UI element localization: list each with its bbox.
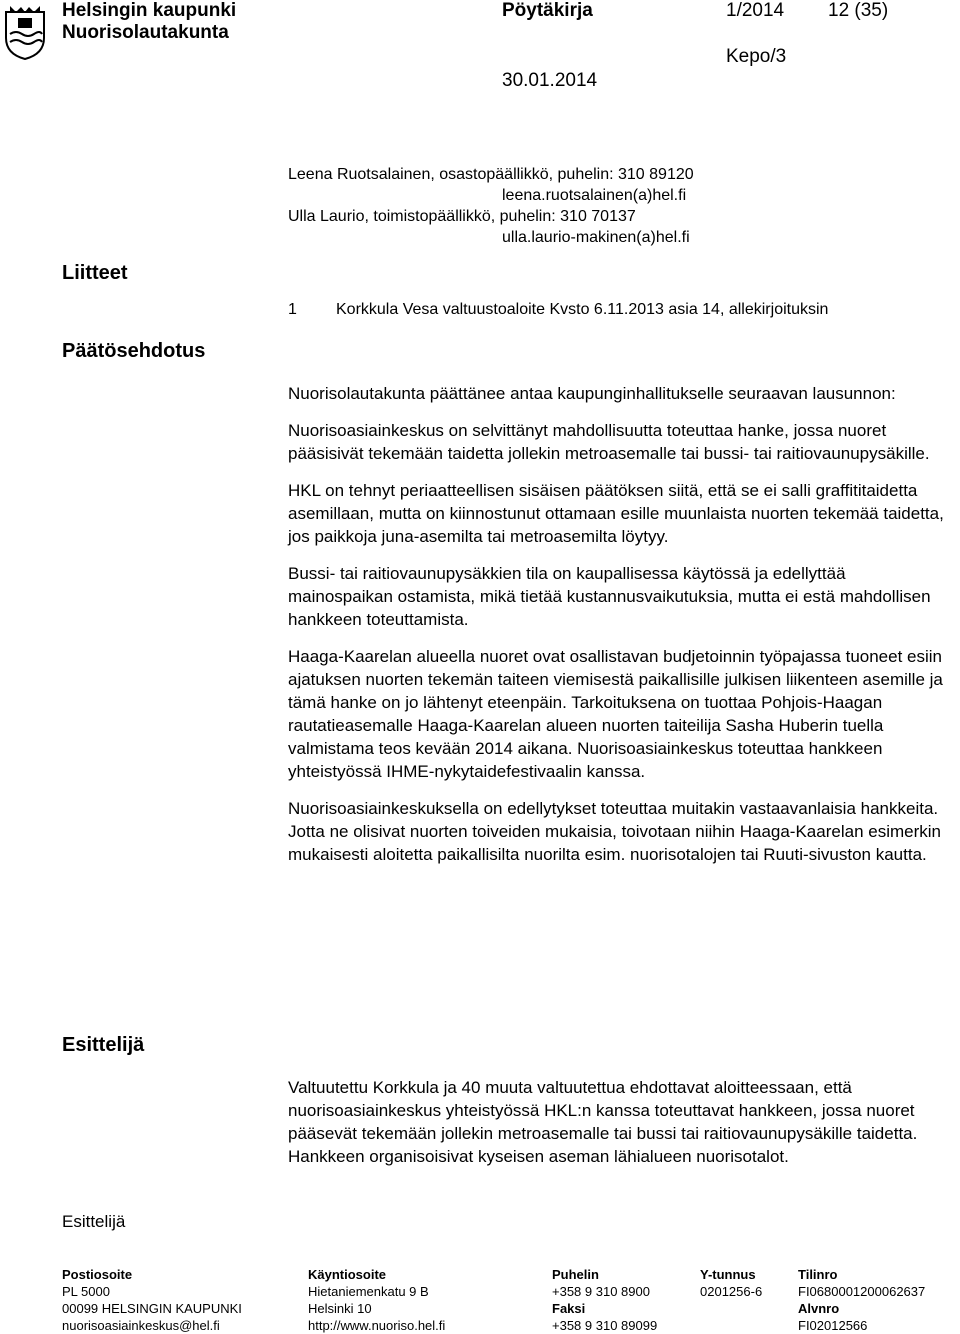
presenter-label: Esittelijä xyxy=(62,1212,126,1231)
org-name: Helsingin kaupunki xyxy=(62,0,237,21)
unit-name: Nuorisolautakunta xyxy=(62,22,229,43)
footer-value: FI0680001200062637 xyxy=(798,1284,926,1299)
presenter-paragraph: Valtuutettu Korkkula ja 40 muuta valtuutettua ehdottavat aloitteessaan, että nuorisoasiainkeskus yhteistyössä HKL:n kanssa toteuttavat hankkeen, jossa nuoret pääsevät tekemään jollekin metroasemalle tai bussi tai raitiovaunupysäkille taidetta. Hankkeen organisoisivat kyseisen aseman lähialueen nuorisotalot. xyxy=(288,1078,918,1166)
footer-label: Postiosoite xyxy=(62,1267,133,1282)
doc-type: Pöytäkirja xyxy=(502,0,593,21)
footer-value: FI02012566 xyxy=(798,1318,868,1333)
proposal-heading: Päätösehdotus xyxy=(62,340,206,362)
footer-label: Y-tunnus xyxy=(700,1267,756,1282)
footer-business-id xyxy=(700,1266,762,1300)
footer-label: Puhelin xyxy=(552,1267,599,1282)
footer-value: Hietaniemenkatu 9 B xyxy=(308,1284,429,1299)
proposal-body xyxy=(288,382,948,880)
footer-value: +358 9 310 8900 xyxy=(552,1284,650,1299)
footer-label: Käyntiosoite xyxy=(308,1267,387,1282)
footer-value: 00099 HELSINGIN KAUPUNKI xyxy=(62,1301,242,1316)
footer-account xyxy=(798,1266,925,1334)
footer-label: Tilinro xyxy=(798,1267,838,1282)
attachments-heading: Liitteet xyxy=(62,262,128,284)
proposal-paragraph: Bussi- tai raitiovaunupysäkkien tila on kaupallisessa käytössä ja edellyttää mainospaikan ostamista, mikä tietää kustannusvaikutuksia, mutta ei estä mahdollisen hankkeen toteuttamista. xyxy=(288,564,931,629)
footer-email-link[interactable]: nuorisoasiainkeskus@hel.fi xyxy=(62,1318,220,1333)
doc-number: 1/2014 xyxy=(726,0,785,21)
proposal-paragraph: Nuorisoasiainkeskus on selvittänyt mahdollisuutta toteuttaa hanke, jossa nuoret pääsisivät tekemään taidetta jollekin metroasemalle tai bussi- tai raitiovaunupysäkille. xyxy=(288,421,930,463)
proposal-paragraph: HKL on tehnyt periaatteellisen sisäisen päätöksen siitä, että se ei salli graffititaidetta asemillaan, mutta on kiinnostunut ottamaan esille muunlaista nuorten tekemää taidetta, jos paikkoja juna-asemilta tai metroasemilta löytyy. xyxy=(288,481,944,546)
presenter-heading: Esittelijä xyxy=(62,1034,145,1056)
attachment-number: 1 xyxy=(288,301,297,318)
footer-postal xyxy=(62,1266,242,1334)
footer-phone xyxy=(552,1266,657,1334)
contact-email-2: ulla.laurio-makinen(a)hel.fi xyxy=(502,229,690,246)
footer-web-link[interactable]: http://www.nuoriso.hel.fi xyxy=(308,1318,446,1333)
contact-line-2: Ulla Laurio, toimistopäällikkö, puhelin: 310 70137 xyxy=(288,208,636,225)
footer-value: Helsinki 10 xyxy=(308,1301,372,1316)
footer-value: PL 5000 xyxy=(62,1284,110,1299)
page-number: 12 (35) xyxy=(828,0,889,21)
contact-email-1: leena.ruotsalainen(a)hel.fi xyxy=(502,187,687,204)
proposal-paragraph: Haaga-Kaarelan alueella nuoret ovat osallistavan budjetoinnin työpajassa tuoneet esiin ajatuksen nuorten tekemän taiteen viemisestä paikallisille julkisen liikenteen asemille ja tämä hanke on jo lähtenyt eteenpäin. Tarkoituksena on tuottaa Pohjois-Haagan rautatieasemalle Haaga-Kaarelan alueen nuorten taiteilija Sasha Huberin tuella valmistama teos kevään 2014 aikana. Nuorisoasiainkeskus toteuttaa hankkeen yhteistyössä IHME-nykytaidefestivaalin kanssa. xyxy=(288,647,943,781)
helsinki-crest-icon xyxy=(4,4,46,60)
proposal-paragraph: Nuorisolautakunta päättänee antaa kaupunginhallitukselle seuraavan lausunnon: xyxy=(288,384,896,403)
footer-label: Alvnro xyxy=(798,1301,840,1316)
footer-visit xyxy=(308,1266,445,1334)
meeting-date: 30.01.2014 xyxy=(502,70,598,91)
contact-line-1: Leena Ruotsalainen, osastopäällikkö, puhelin: 310 89120 xyxy=(288,166,694,183)
proposal-paragraph: Nuorisoasiainkeskuksella on edellytykset toteuttaa muitakin vastaavanlaisia hankkeita. Jotta ne olisivat nuorten toiveiden mukaisia, toivotaan niihin Haaga-Kaarelan esimerkin mukaisesti aloitetta paikallisilta nuorilta esim. nuorisotalojen tai Ruuti-sivuston kautta. xyxy=(288,799,941,864)
presenter-body xyxy=(288,1076,948,1182)
attachment-link[interactable]: Korkkula Vesa valtuustoaloite Kvsto 6.11.2013 asia 14, allekirjoituksin xyxy=(336,301,829,318)
footer-value: 0201256-6 xyxy=(700,1284,763,1299)
section-code: Kepo/3 xyxy=(726,46,787,67)
footer-value: +358 9 310 89099 xyxy=(552,1318,658,1333)
footer-label: Faksi xyxy=(552,1301,586,1316)
